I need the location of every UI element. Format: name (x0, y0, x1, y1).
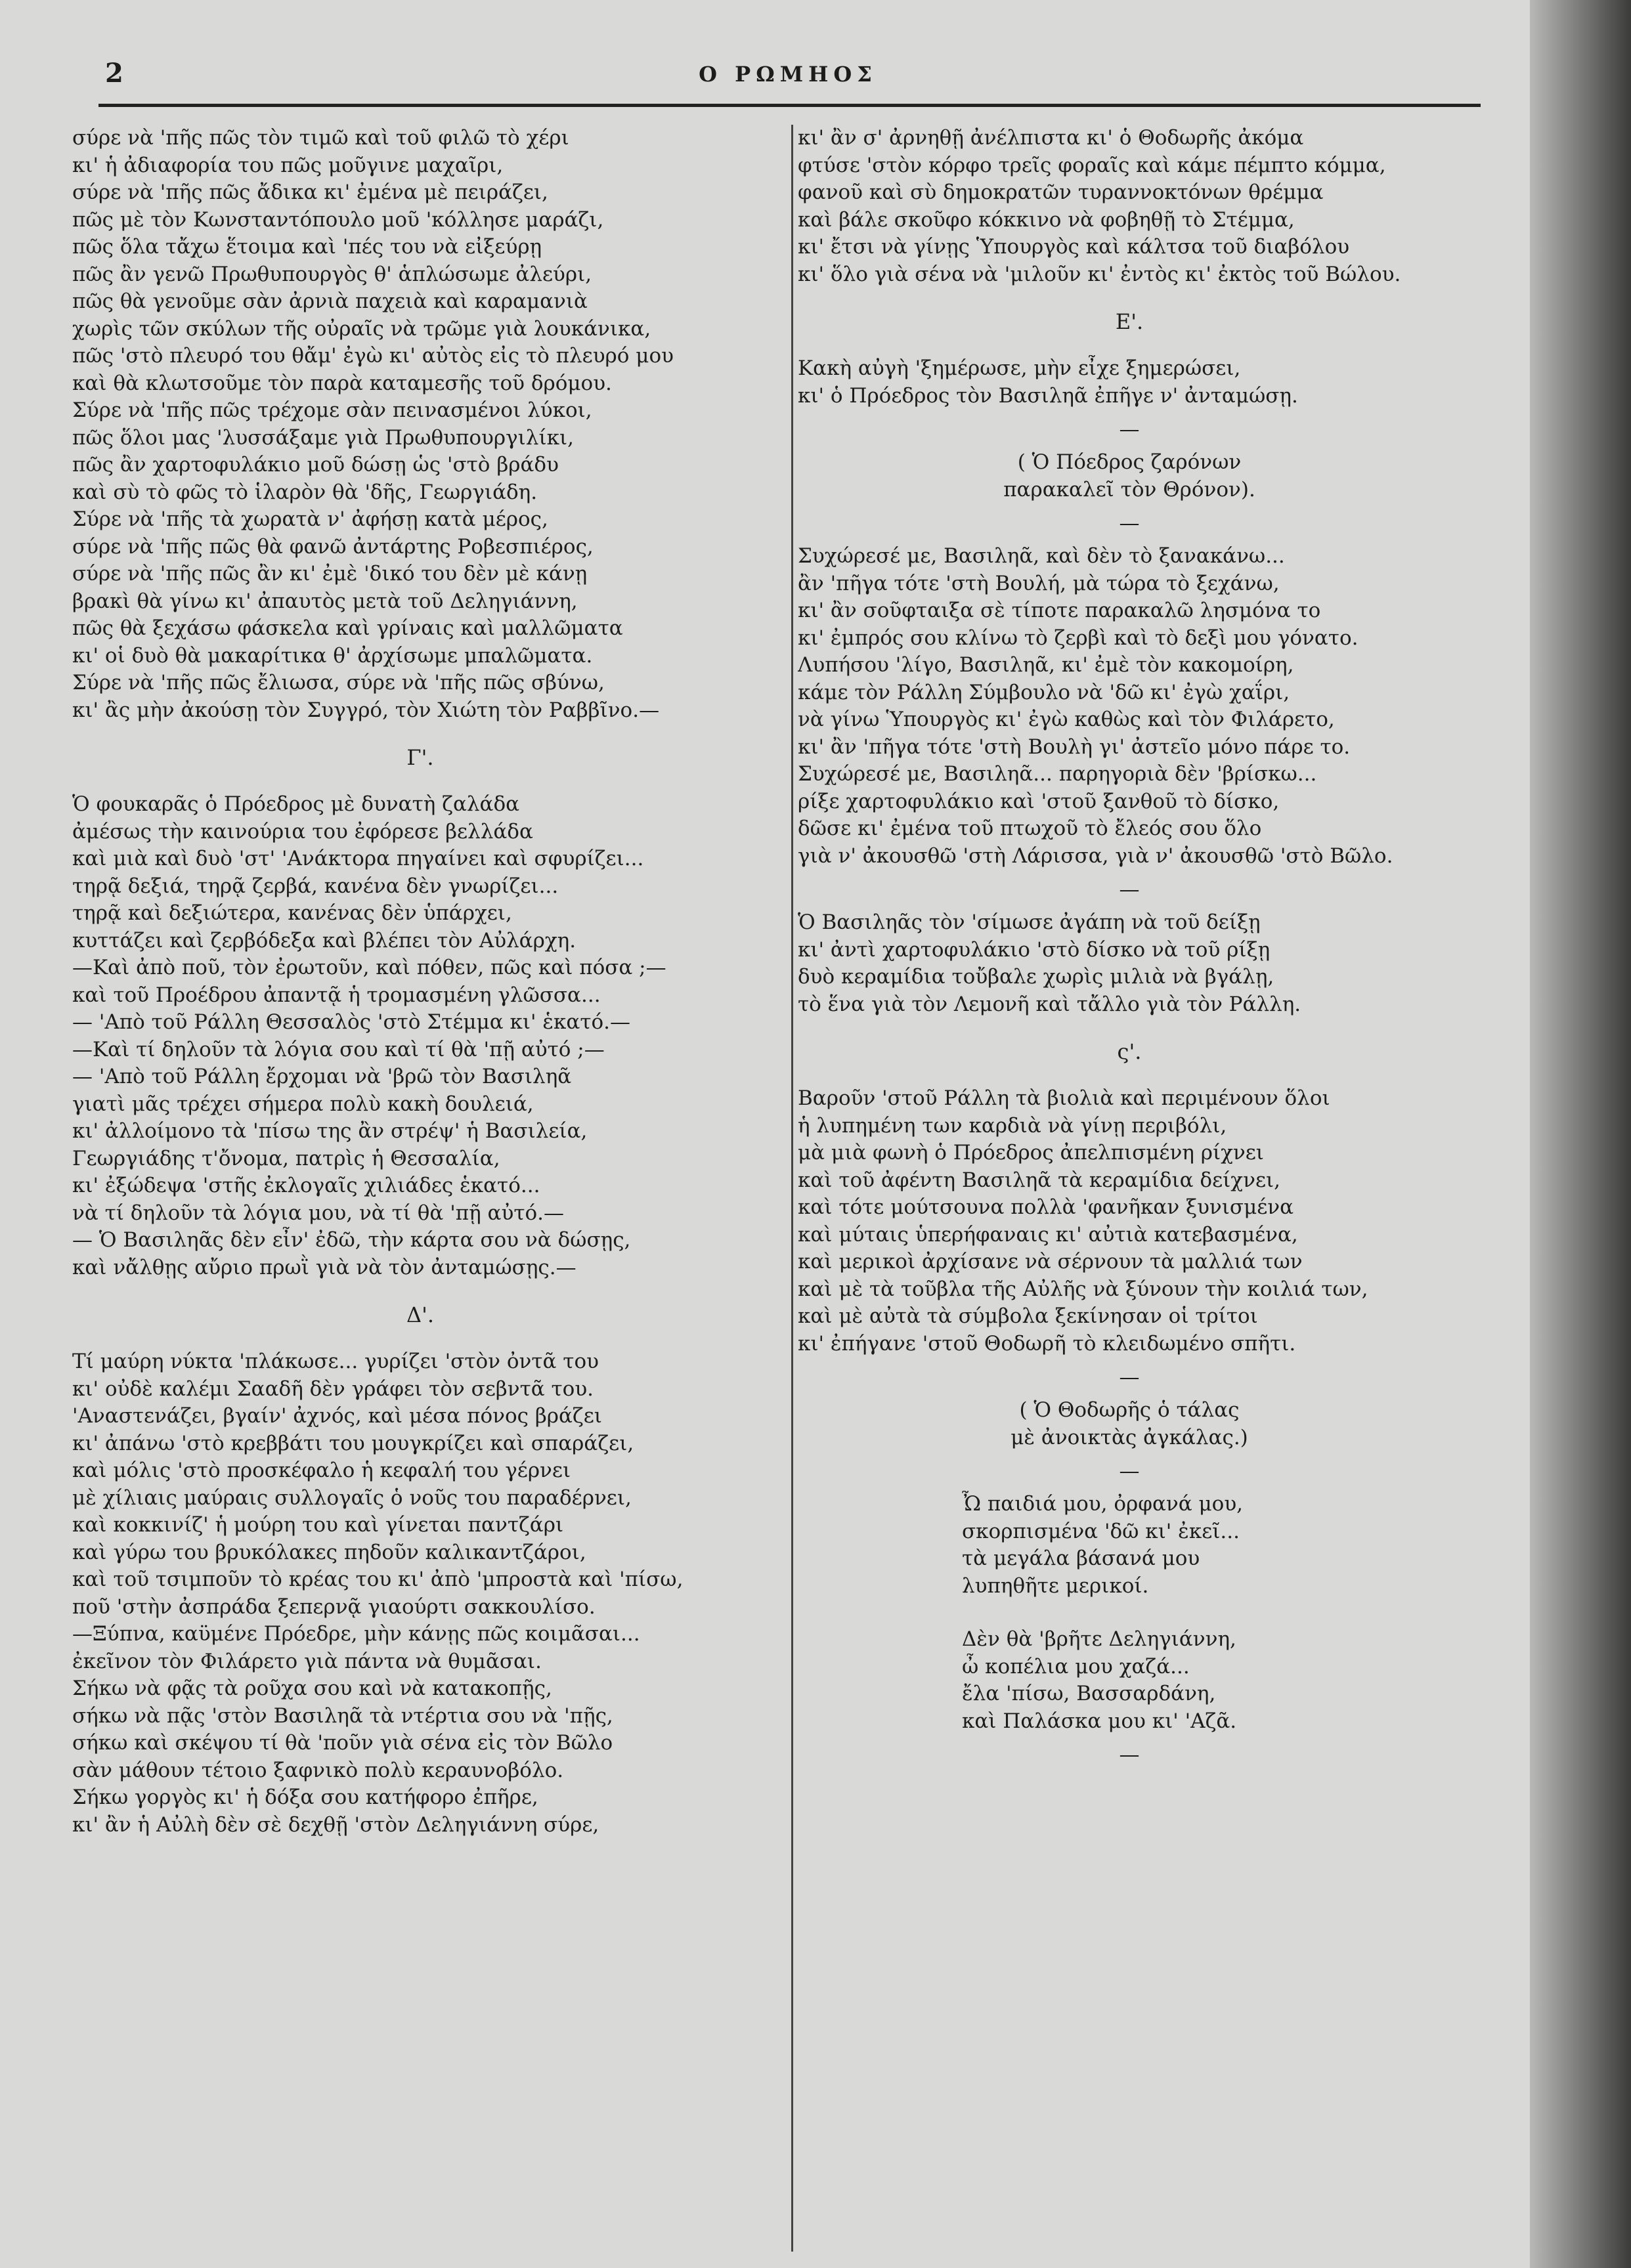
left-stanza-2 (72, 791, 768, 1281)
right-stanza-2 (798, 355, 1461, 410)
right-stanza-5 (798, 1085, 1461, 1358)
verse-line: ὦ κοπέλια μου χαζά... (962, 1654, 1190, 1679)
verse-line: κι' ἂν ἡ Αὐλὴ δὲν σὲ δεχθῇ 'στὸν Δεληγιάννη σύρε, (72, 1812, 599, 1837)
verse-line: κι' ἂν 'πῆγα τότε 'στὴ Βουλὴ γι' ἀστεῖο μόνο πάρε το. (798, 735, 1351, 759)
verse-line: χωρὶς τῶν σκύλων τῆς οὐραῖς νὰ τρῶμε γιὰ λουκάνικα, (72, 316, 651, 341)
verse-line: Κακὴ αὐγὴ 'ξημέρωσε, μὴν εἶχε ξημερώσει, (798, 356, 1241, 380)
left-stanza-3 (72, 1348, 768, 1839)
verse-line: μὲ χίλιαις μαύραις συλλογαῖς ὁ νοῦς του παραδέρνει, (72, 1486, 632, 1510)
verse-line: ἡ λυπημένη των καρδιὰ νὰ γίνῃ περιβόλι, (798, 1113, 1227, 1138)
verse-line: πῶς ὅλοι μας 'λυσσάξαμε γιὰ Πρωθυπουργιλίκι, (72, 425, 574, 450)
verse-line: Ὁ Βασιληᾶς τὸν 'σίμωσε ἀγάπη νὰ τοῦ δείξῃ (798, 910, 1261, 934)
separator-dash: — (1119, 1365, 1140, 1389)
section-heading-d: Δ'. (406, 1302, 435, 1327)
separator-dash: — (1119, 511, 1140, 535)
verse-line: μὰ μιὰ φωνὴ ὁ Πρόεδρος ἀπελπισμένη ρίχνει (798, 1141, 1264, 1165)
verse-line: — 'Απὸ τοῦ Ράλλη Θεσσαλὸς 'στὸ Στέμμα κι' ἑκατό.— (72, 1010, 631, 1034)
verse-line: κι' οὐδὲ καλέμι Σααδῆ δὲν γράφει τὸν σεβντᾶ του. (72, 1377, 594, 1401)
verse-line: σύρε νὰ 'πῆς πῶς ἂν κι' ἐμὲ 'δικό του δὲν μὲ κάνῃ (72, 562, 588, 586)
verse-line: Σήκω νὰ φᾷς τὰ ροῦχα σου καὶ νὰ κατακοπῇς, (72, 1677, 552, 1700)
verse-line: κι' ἐμπρός σου κλίνω τὸ ζερβὶ καὶ τὸ δεξὶ μου γόνατο. (798, 626, 1359, 650)
verse-line: Συχώρεσέ με, Βασιληᾶ... παρηγοριὰ δὲν 'βρίσκω... (798, 762, 1317, 786)
verse-line: σύρε νὰ 'πῆς πῶς τὸν τιμῶ καὶ τοῦ φιλῶ τὸ χέρι (72, 126, 569, 150)
verse-line: καὶ τοῦ ἀφέντη Βασιληᾶ τὰ κεραμίδια δείχνει, (798, 1168, 1281, 1192)
verse-line: πῶς θὰ γενοῦμε σὰν ἀρνιὰ παχειὰ καὶ καραμανιὰ (72, 289, 588, 313)
stage-direction-2 (798, 1397, 1461, 1451)
verse-line: τηρᾷ καὶ δεξιώτερα, κανένας δὲν ὑπάρχει, (72, 901, 512, 925)
page-number: 2 (105, 58, 123, 89)
verse-line: σύρε νὰ 'πῆς πῶς θὰ φανῶ ἀντάρτης Ροβεσπιέρος, (72, 534, 594, 559)
verse-line: κι' ἂν σοῦφταιξα σὲ τίποτε παρακαλῶ λησμόνα το (798, 599, 1321, 622)
left-column (72, 125, 768, 1839)
masthead-title: Ο ΡΩΜΗΟΣ (699, 62, 877, 87)
verse-line: κυττάζει καὶ ζερβόδεξα καὶ βλέπει τὸν Αὐλάρχη. (72, 928, 576, 952)
page-header (98, 58, 1477, 97)
verse-line: φτύσε 'στὸν κόρφο τρεῖς φοραῖς καὶ κάμε πέμπτο κόμμα, (798, 153, 1386, 177)
verse-line: καὶ μὲ τὰ τοῦβλα τῆς Αὐλῆς νὰ ξύνουν τὴν κοιλιά των, (798, 1277, 1368, 1301)
song-stanza-1 (798, 1491, 1461, 1600)
verse-line: γιατὶ μᾶς τρέχει σήμερα πολὺ κακὴ δουλειά, (72, 1092, 534, 1116)
verse-line: Σύρε νὰ 'πῆς τὰ χωρατὰ ν' ἀφήσῃ κατὰ μέρος, (72, 507, 548, 531)
verse-line: καὶ μόλις 'στὸ προσκέφαλο ἡ κεφαλή του γέρνει (72, 1459, 571, 1482)
verse-line: φανοῦ καὶ σὺ δημοκρατῶν τυραννοκτόνων θρέμμα (798, 181, 1324, 204)
verse-line: — 'Απὸ τοῦ Ράλλη ἔρχομαι νὰ 'βρῶ τὸν Βασιληᾶ (72, 1065, 572, 1088)
verse-line: ( Ὁ Θοδωρῆς ὁ τάλας (1019, 1398, 1240, 1422)
verse-line: καὶ βάλε σκοῦφο κόκκινο νὰ φοβηθῇ τὸ Στέμμα, (798, 207, 1295, 232)
verse-line: Ὦ παιδιά μου, ὀρφανά μου, (962, 1492, 1244, 1516)
verse-line: καὶ τότε μούτσουνα πολλὰ 'φανῆκαν ξυνισμένα (798, 1195, 1294, 1219)
verse-line: Σήκω γοργὸς κι' ἡ δόξα σου κατήφορο ἐπῆρε, (72, 1786, 538, 1809)
verse-line: σύρε νὰ 'πῆς πῶς ἄδικα κι' ἐμένα μὲ πειράζει, (72, 181, 548, 204)
right-column (798, 125, 1461, 1774)
verse-line: κι' ἡ ἀδιαφορία του πῶς μοῦγινε μαχαῖρι, (72, 153, 504, 177)
separator-dash: — (1119, 1743, 1140, 1766)
verse-line: καὶ μιὰ καὶ δυὸ 'στ' 'Ανάκτορα πηγαίνει καὶ σφυρίζει... (72, 847, 644, 870)
verse-line: λυπηθῆτε μερικοί. (962, 1573, 1149, 1598)
verse-line: πῶς ἂν χαρτοφυλάκιο μοῦ δώσῃ ὡς 'στὸ βράδυ (72, 453, 559, 477)
verse-line: καὶ μύταις ὑπερήφαναις κι' αὐτιὰ κατεβασμένα, (798, 1222, 1298, 1247)
verse-line: τὰ μεγάλα βάσανά μου (962, 1547, 1200, 1570)
verse-line: κι' ὁ Πρόεδρος τὸν Βασιληᾶ ἐπῆγε ν' ἀνταμώσῃ. (798, 383, 1298, 408)
verse-line: ποῦ 'στὴν ἀσπράδα ξεπερνᾷ γιαούρτι σακκουλίσο. (72, 1594, 596, 1619)
song-stanza-2 (798, 1626, 1461, 1735)
verse-line: κι' οἱ δυὸ θὰ μακαρίτικα θ' ἀρχίσωμε μπαλῶματα. (72, 643, 593, 668)
section-heading-g: Γ'. (406, 745, 434, 770)
verse-line: Σύρε νὰ 'πῆς πῶς τρέχομε σὰν πεινασμένοι λύκοι, (72, 398, 592, 422)
verse-line: ἔλα 'πίσω, Βασσαρδάνη, (962, 1682, 1216, 1705)
verse-line: — Ὁ Βασιληᾶς δὲν εἶν' ἐδῶ, τὴν κάρτα σου νὰ δώσῃς, (72, 1228, 631, 1252)
verse-line: κι' ἀπάνω 'στὸ κρεββάτι του μουγκρίζει καὶ σπαράζει, (72, 1431, 634, 1455)
verse-line: πῶς μὲ τὸν Κωνσταντόπουλο μοῦ 'κόλλησε μαράζι, (72, 207, 604, 232)
verse-line: καὶ τοῦ Προέδρου ἀπαντᾷ ἡ τρομασμένη γλῶσσα... (72, 983, 601, 1007)
verse-line: σκορπισμένα 'δῶ κι' ἐκεῖ... (962, 1519, 1240, 1543)
verse-line: τηρᾷ δεξιά, τηρᾷ ζερβά, κανένα δὲν γνωρίζει... (72, 874, 559, 898)
verse-line: ἀμέσως τὴν καινούρια του ἐφόρεσε βελλάδα (72, 819, 533, 844)
verse-line: —Καὶ ἀπὸ ποῦ, τὸν ἐρωτοῦν, καὶ πόθεν, πῶς καὶ πόσα ;— (72, 956, 666, 979)
verse-line: δυὸ κεραμίδια τοὔβαλε χωρὶς μιλιὰ νὰ βγάλῃ, (798, 965, 1274, 989)
verse-line: σήκω νὰ πᾷς 'στὸν Βασιληᾶ τὰ ντέρτια σου νὰ 'πῇς, (72, 1703, 613, 1728)
verse-line: ἐκεῖνον τὸν Φιλάρετο γιὰ πάντα νὰ θυμᾶσαι. (72, 1649, 542, 1673)
verse-line: Γεωργιάδης τ'ὄνομα, πατρὶς ἡ Θεσσαλία, (72, 1146, 500, 1170)
verse-line: καὶ μὲ αὐτὰ τὰ σύμβολα ξεκίνησαν οἱ τρίτοι (798, 1304, 1258, 1328)
verse-line: παρακαλεῖ τὸν Θρόνον). (1003, 477, 1255, 502)
verse-line: ( Ὁ Πόεδρος ζαρόνων (1017, 450, 1242, 474)
section-heading-s: ς'. (1117, 1039, 1142, 1064)
left-stanza-1 (72, 125, 768, 724)
verse-line: πῶς ὅλα τἄχω ἕτοιμα καὶ 'πές του νὰ εἰξεύρῃ (72, 235, 542, 259)
verse-line: ἂν 'πῆγα τότε 'στὴ Βουλή, μὰ τώρα τὸ ξεχάνω, (798, 571, 1280, 595)
verse-line: Λυπήσου 'λίγο, Βασιληᾶ, κι' ἐμὲ τὸν κακομοίρη, (798, 653, 1294, 677)
verse-line: καὶ τοῦ τσιμποῦν τὸ κρέας του κι' ἀπὸ 'μπροστὰ καὶ 'πίσω, (72, 1568, 684, 1591)
verse-line: καὶ σὺ τὸ φῶς τὸ ἱλαρὸν θὰ 'δῆς, Γεωργιάδη. (72, 480, 538, 504)
verse-line: κάμε τὸν Ράλλη Σύμβουλο νὰ 'δῶ κι' ἐγὼ χαΐρι, (798, 680, 1290, 704)
verse-line: κι' ἐξώδεψα 'στῆς ἐκλογαῖς χιλιάδες ἑκατό... (72, 1174, 540, 1197)
section-heading-e: Ε'. (1115, 309, 1144, 334)
verse-line: γιὰ ν' ἀκουσθῶ 'στὴ Λάρισσα, γιὰ ν' ἀκουσθῶ 'στὸ Βῶλο. (798, 844, 1393, 868)
page-binding-edge (1530, 0, 1631, 2268)
verse-line: κι' ὅλο γιὰ σένα νὰ 'μιλοῦν κι' ἐντὸς κι' ἐκτὸς τοῦ Βώλου. (798, 262, 1401, 286)
verse-line: 'Αναστενάζει, βγαίν' ἀχνός, καὶ μέσα πόνος βράζει (72, 1404, 602, 1428)
verse-line: κι' ἀντὶ χαρτοφυλάκιο 'στὸ δίσκο νὰ τοῦ ρίξῃ (798, 937, 1271, 962)
header-rule (98, 104, 1481, 107)
verse-line: μὲ ἀνοικτὰς ἀγκάλας.) (1011, 1425, 1248, 1449)
verse-line: καὶ γύρω του βρυκόλακες πηδοῦν καλικαντζάροι, (72, 1540, 586, 1564)
verse-line: Συχώρεσέ με, Βασιληᾶ, καὶ δὲν τὸ ξανακάνω... (798, 544, 1285, 568)
verse-line: καὶ μερικοὶ ἀρχίσανε νὰ σέρνουν τὰ μαλλιά των (798, 1250, 1303, 1273)
verse-line: κι' ἂν σ' ἀρνηθῇ ἀνέλπιστα κι' ὁ Θοδωρῆς ἀκόμα (798, 126, 1304, 150)
verse-line: κι' ἔτσι νὰ γίνῃς Ὑπουργὸς καὶ κάλτσα τοῦ διαβόλου (798, 235, 1350, 259)
verse-line: βρακὶ θὰ γίνω κι' ἀπαυτὸς μετὰ τοῦ Δεληγιάννη, (72, 589, 578, 613)
verse-line: καὶ Παλάσκα μου κι' 'Αζᾶ. (962, 1709, 1237, 1733)
verse-line: σὰν μάθουν τέτοιο ξαφνικὸ πολὺ κεραυνοβόλο. (72, 1758, 564, 1782)
separator-dash: — (1119, 878, 1140, 901)
verse-line: πῶς θὰ ξεχάσω φάσκελα καὶ γρίναις καὶ μαλλῶματα (72, 616, 623, 640)
verse-line: καὶ νἄλθῃς αὔριο πρωῒ γιὰ νὰ τὸν ἀνταμώσῃς.— (72, 1255, 576, 1279)
verse-line: καὶ θὰ κλωτσοῦμε τὸν παρὰ καταμεσῆς τοῦ δρόμου. (72, 371, 612, 395)
right-stanza-1 (798, 125, 1461, 288)
separator-dash: — (1119, 417, 1140, 441)
verse-line: —Καὶ τί δηλοῦν τὰ λόγια σου καὶ τί θὰ 'πῇ αὐτό ;— (72, 1037, 605, 1061)
stanza-gap (798, 1600, 1461, 1626)
verse-line: κι' ἀλλοίμονο τὰ 'πίσω της ἂν στρέψ' ἡ Βασιλεία, (72, 1119, 588, 1143)
column-rule (791, 125, 793, 2252)
verse-line: Τί μαύρη νύκτα 'πλάκωσε... γυρίζει 'στὸν ὀντᾶ του (72, 1350, 599, 1373)
verse-line: ρίξε χαρτοφυλάκιο καὶ 'στοῦ ξανθοῦ τὸ δίσκο, (798, 789, 1280, 813)
verse-line: κι' ἐπήγανε 'στοῦ Θοδωρῆ τὸ κλειδωμένο σπῆτι. (798, 1331, 1296, 1356)
verse-line: σήκω καὶ σκέψου τί θὰ 'ποῦν γιὰ σένα εἰς τὸν Βῶλο (72, 1731, 613, 1755)
verse-line: τὸ ἕνα γιὰ τὸν Λεμονῆ καὶ τἄλλο γιὰ τὸν Ράλλη. (798, 992, 1301, 1016)
stage-direction-1 (798, 449, 1461, 503)
verse-line: —Ξύπνα, καϋμένε Πρόεδρε, μὴν κάνῃς πῶς κοιμᾶσαι... (72, 1622, 640, 1646)
verse-line: Ὁ φουκαρᾶς ὁ Πρόεδρος μὲ δυνατὴ ζαλάδα (72, 792, 520, 816)
verse-line: δῶσε κι' ἐμένα τοῦ πτωχοῦ τὸ ἔλεός σου ὅλο (798, 817, 1262, 840)
verse-line: πῶς ἂν γενῶ Πρωθυπουργὸς θ' ἁπλώσωμε ἀλεύρι, (72, 262, 592, 286)
verse-line: κι' ἂς μὴν ἀκούσῃ τὸν Συγγρό, τὸν Χιώτη τὸν Ραββῖνο.— (72, 698, 660, 722)
right-stanza-3 (798, 543, 1461, 870)
verse-line: Σύρε νὰ 'πῆς πῶς ἔλιωσα, σύρε νὰ 'πῆς πῶς σβύνω, (72, 671, 605, 695)
verse-line: νὰ γίνω Ὑπουργὸς κι' ἐγὼ καθὼς καὶ τὸν Φιλάρετο, (798, 708, 1335, 731)
right-stanza-4 (798, 909, 1461, 1018)
separator-dash: — (1119, 1459, 1140, 1483)
verse-line: πῶς 'στὸ πλευρό του θἄμ' ἐγὼ κι' αὐτὸς εἰς τὸ πλευρό μου (72, 344, 674, 368)
verse-line: Δὲν θὰ 'βρῆτε Δεληγιάννη, (962, 1627, 1236, 1651)
verse-line: Βαροῦν 'στοῦ Ράλλη τὰ βιολιὰ καὶ περιμένουν ὅλοι (798, 1086, 1330, 1110)
verse-line: νὰ τί δηλοῦν τὰ λόγια μου, νὰ τί θὰ 'πῇ αὐτό.— (72, 1201, 564, 1225)
verse-line: καὶ κοκκινίζ' ἡ μούρη του καὶ γίνεται παντζάρι (72, 1513, 564, 1537)
